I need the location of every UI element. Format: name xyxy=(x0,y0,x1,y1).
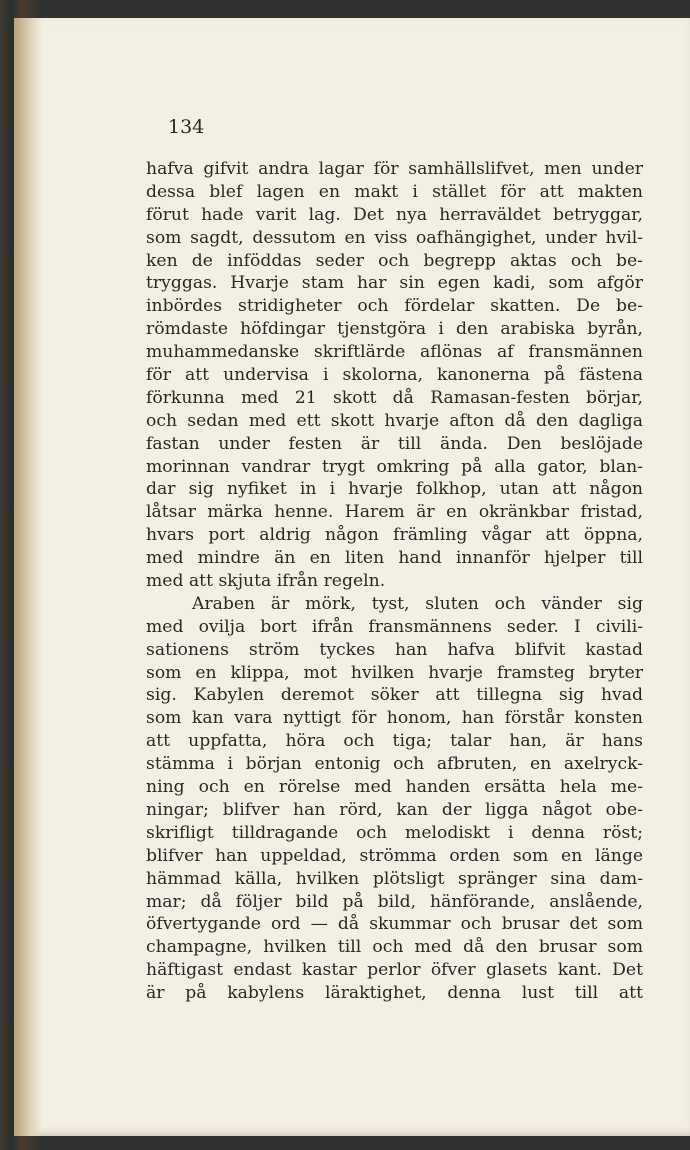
page-body xyxy=(146,158,643,1005)
text-line: att uppfatta, höra och tiga; talar han, är hans xyxy=(146,731,643,752)
page-gutter xyxy=(14,18,42,1136)
text-line: dessa blef lagen en makt i stället för att makten xyxy=(146,181,643,202)
page-number: 134 xyxy=(168,116,205,138)
text-line: öfvertygande ord — då skummar och brusar det som xyxy=(146,914,643,935)
text-line: ning och en rörelse med handen ersätta hela me- xyxy=(146,777,643,798)
text-line: sig. Kabylen deremot söker att tillegna sig hvad xyxy=(146,685,643,706)
text-line: ningar; blifver han rörd, kan der ligga något obe- xyxy=(146,799,643,820)
text-line: inbördes stridigheter och fördelar skatten. De be- xyxy=(146,296,643,317)
text-line: fastan under festen är till ända. Den beslöjade xyxy=(146,433,643,454)
text-line: sationens ström tyckes han hafva blifvit kastad xyxy=(146,639,643,660)
text-line: ken de inföddas seder och begrepp aktas och be- xyxy=(146,250,643,271)
text-line: med mindre än en liten hand innanför hjelper till xyxy=(146,548,643,569)
text-line: stämma i början entonig och afbruten, en axelryck- xyxy=(146,754,643,775)
text-line: som kan vara nyttigt för honom, han förstår konsten xyxy=(146,708,643,729)
text-line: hvars port aldrig någon främling vågar att öppna, xyxy=(146,525,643,546)
text-line: förkunna med 21 skott då Ramasan-festen börjar, xyxy=(146,387,643,408)
text-line: är på kabylens läraktighet, denna lust till att xyxy=(146,983,643,1004)
text-line: för att undervisa i skolorna, kanonerna på fästena xyxy=(146,365,643,386)
text-line: hämmad källa, hvilken plötsligt spränger sina dam- xyxy=(146,868,643,889)
text-line: blifver han uppeldad, strömma orden som en länge xyxy=(146,845,643,866)
text-line: morinnan vandrar trygt omkring på alla gator, blan- xyxy=(146,456,643,477)
text-line: häftigast endast kastar perlor öfver glasets kant. Det xyxy=(146,960,643,981)
text-line: mar; då följer bild på bild, hänförande, anslående, xyxy=(146,891,643,912)
text-line: och sedan med ett skott hvarje afton då den dagliga xyxy=(146,410,643,431)
text-line: champagne, hvilken till och med då den brusar som xyxy=(146,937,643,958)
text-line: skrifligt tilldragande och melodiskt i denna röst; xyxy=(146,822,643,843)
text-line: som sagdt, dessutom en viss oafhängighet, under hvil- xyxy=(146,227,643,248)
paragraph-end-line: med att skjuta ifrån regeln. xyxy=(146,571,386,592)
text-line: tryggas. Hvarje stam har sin egen kadi, som afgör xyxy=(146,273,643,294)
paragraph-start-line: Araben är mörk, tyst, sluten och vänder sig xyxy=(192,593,643,614)
text-line: muhammedanske skriftlärde aflönas af fransmännen xyxy=(146,342,643,363)
text-line: förut hade varit lag. Det nya herraväldet betryggar, xyxy=(146,204,643,225)
text-line: låtsar märka henne. Harem är en okränkbar fristad, xyxy=(146,502,643,523)
text-line: dar sig nyfiket in i hvarje folkhop, utan att någon xyxy=(146,479,643,500)
text-line: hafva gifvit andra lagar för samhällslifvet, men under xyxy=(146,159,643,179)
text-line: römdaste höfdingar tjenstgöra i den arabiska byrån, xyxy=(146,319,643,340)
text-line: med ovilja bort ifrån fransmännens seder. I civili- xyxy=(146,616,643,637)
text-line: som en klippa, mot hvilken hvarje framsteg bryter xyxy=(146,662,643,683)
